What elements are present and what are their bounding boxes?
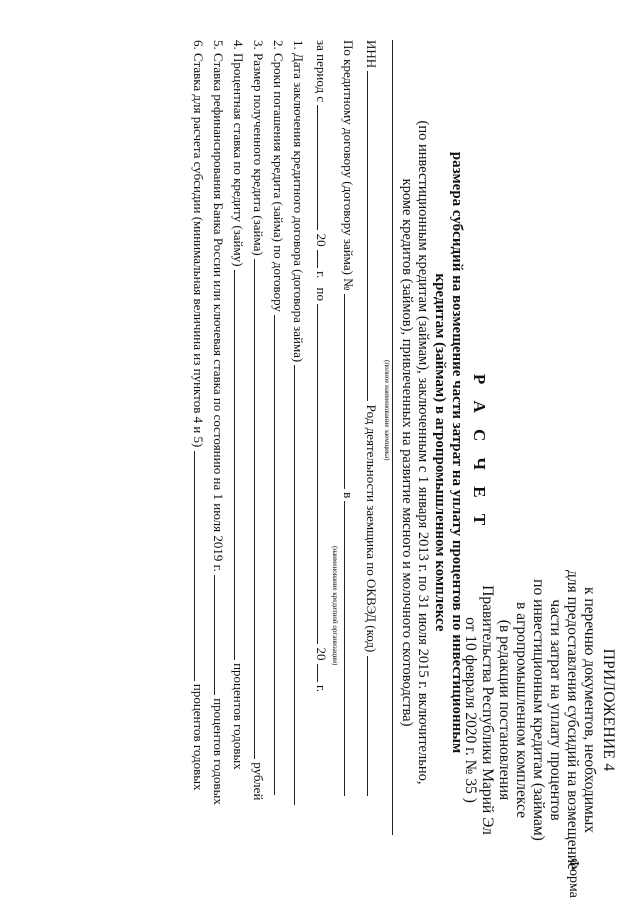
heading-normal-line: кроме кредитов (займов), привлеченных на развитие мясного и молочного скотоводства) xyxy=(399,178,415,727)
item-blank xyxy=(234,270,246,660)
contract-row xyxy=(340,40,356,835)
borrower-name-line xyxy=(392,40,393,835)
item-row xyxy=(190,40,206,791)
appendix-line: (в редакции постановления xyxy=(496,619,513,801)
item-blank xyxy=(294,365,306,805)
item-text: 4. Процентная ставка по кредиту (займу) xyxy=(231,40,246,267)
bank-caption: (наименование кредитной организации) xyxy=(331,546,339,666)
period-to: по xyxy=(314,287,329,301)
period-end-suffix: г. xyxy=(314,684,329,693)
inn-blank xyxy=(367,71,379,401)
period-end-day-blank xyxy=(317,304,329,644)
item-unit: рублей xyxy=(251,762,266,801)
appendix-title: ПРИЛОЖЕНИЕ 4 xyxy=(600,648,617,772)
appendix-line: части затрат на уплату процентов xyxy=(547,599,564,821)
item-text: 1. Дата заключения кредитного договора (договора займа) xyxy=(291,40,306,363)
contract-number-blank xyxy=(344,294,356,489)
item-unit: процентов годовых xyxy=(231,663,246,770)
period-start-year-blank xyxy=(317,250,329,268)
okved-blank xyxy=(367,656,379,796)
heading-normal-line: (по инвестиционным кредитам (займам), заключенным с 1 января 2013 г. по 31 июля 2015 г. включительно, xyxy=(415,120,431,785)
item-text: 2. Сроки погашения кредита (займа) по договору xyxy=(271,40,286,312)
item-row xyxy=(210,40,226,805)
document-heading xyxy=(399,0,489,905)
item-blank xyxy=(254,259,266,759)
appendix-line: к перечню документов, необходимых xyxy=(581,586,598,834)
bank-prefix: в xyxy=(341,492,356,499)
bank-name-blank xyxy=(344,501,356,796)
appendix-line: Правительства Республики Марий Эл xyxy=(479,585,496,835)
item-blank xyxy=(274,315,286,795)
okved-label: Род деятельности заемщика по ОКВЭД (код) xyxy=(364,404,379,653)
form-label: Форма xyxy=(566,858,581,898)
item-blank xyxy=(194,451,206,681)
appendix-line: от 10 февраля 2020 г. № 35 ) xyxy=(462,617,479,803)
appendix-line: в агропромышленном комплексе xyxy=(513,602,530,818)
item-unit: процентов годовых xyxy=(191,683,206,791)
item-text: 3. Размер полученного кредита (займа) xyxy=(251,40,266,256)
item-row xyxy=(290,40,306,805)
period-prefix: за период с xyxy=(314,40,329,103)
period-start-day-blank xyxy=(317,105,329,230)
inn-label: ИНН xyxy=(364,40,379,69)
contract-label: По кредитному договору (договору займа) № xyxy=(341,40,356,291)
period-end-year-blank xyxy=(317,664,329,682)
item-row xyxy=(230,40,246,770)
item-unit: процентов годовых xyxy=(211,698,226,805)
item-row xyxy=(250,40,266,800)
item-text: 6. Ставка для расчета субсидии (минимальная величина из пунктов 4 и 5) xyxy=(191,40,206,448)
appendix-line: по инвестиционным кредитам (займам) xyxy=(530,579,547,841)
item-row xyxy=(270,40,286,795)
period-row xyxy=(313,40,329,840)
item-blank xyxy=(214,575,226,695)
heading-bold-line: кредитам (займам) в агропромышленном комплексе xyxy=(432,273,448,632)
period-year-suffix: г. xyxy=(314,271,329,279)
period-year: 20 xyxy=(314,233,329,247)
item-text: 5. Ставка рефинансирования Банка России или ключевая ставка по состоянию на 1 июля 2019 г. xyxy=(211,40,226,572)
inn-okved-row xyxy=(363,40,379,835)
period-end-year: 20 xyxy=(314,647,329,661)
document-title: Р А С Ч Е Т xyxy=(470,373,489,532)
appendix-line: для предоставления субсидий на возмещение xyxy=(564,570,581,870)
heading-bold-line: размера субсидий на возмещение части затрат на уплату процентов по инвестиционным xyxy=(449,151,465,754)
borrower-caption: (полное наименование заемщика) xyxy=(383,360,391,461)
